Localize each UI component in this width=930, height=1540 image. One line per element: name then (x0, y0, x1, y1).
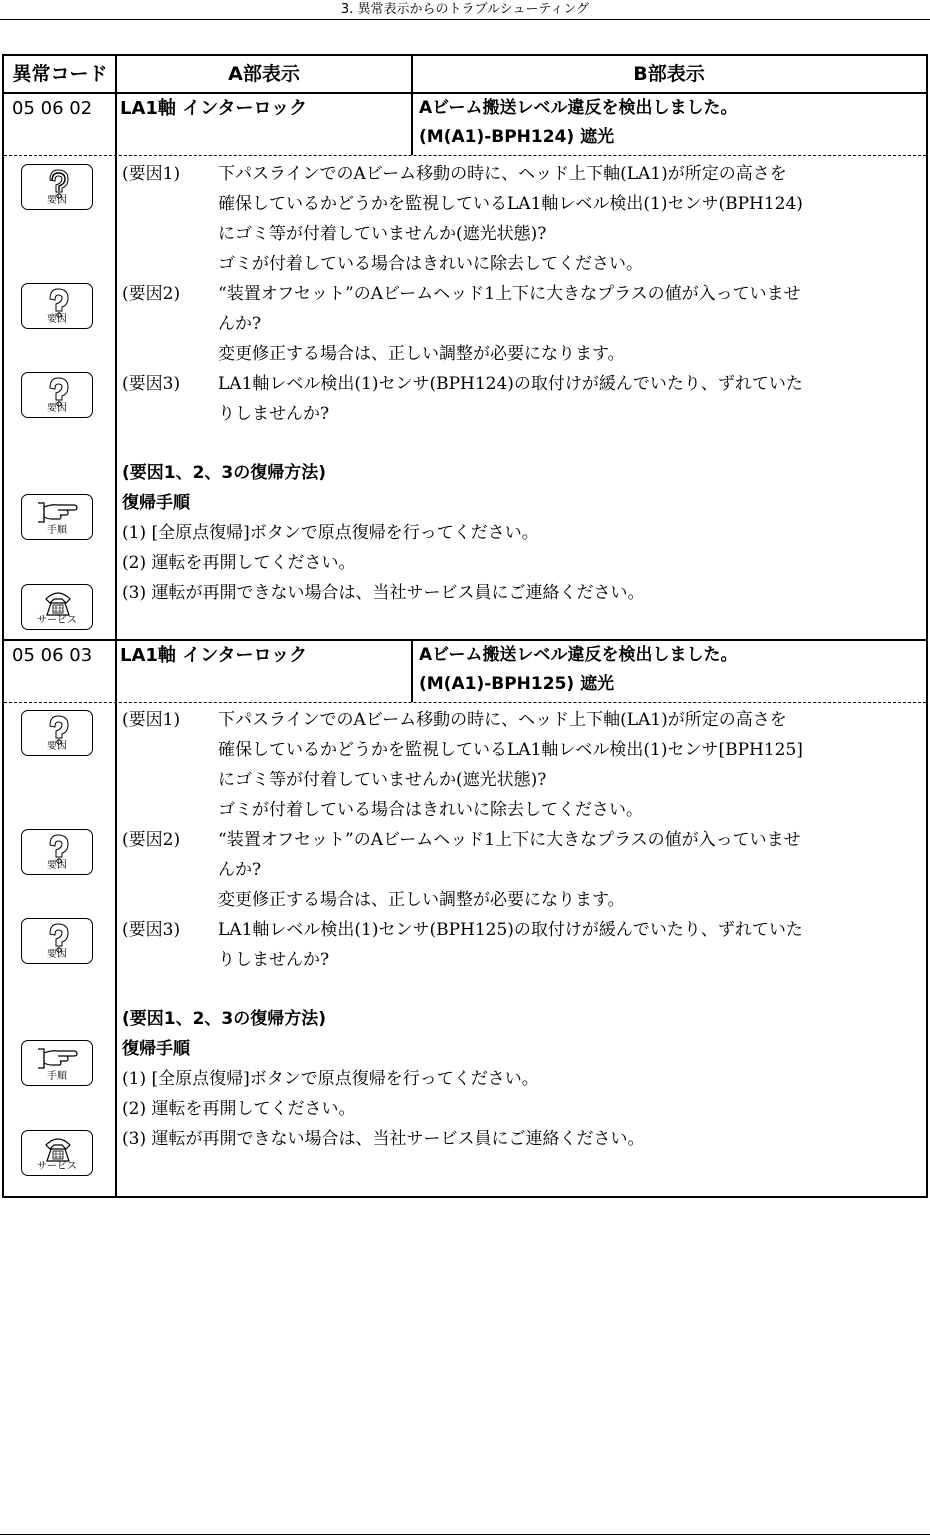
cause-icon (21, 164, 93, 210)
service-phone-icon (21, 1130, 93, 1176)
procedure-step3: (3) 運転が再開できない場合は、当社サービス員にご連絡ください。 (122, 1129, 645, 1149)
b-display-line2: (M(A1)-BPH125) 遮光 (419, 674, 615, 694)
procedure-title: 復帰手順 (122, 1039, 190, 1059)
procedure-step3: (3) 運転が再開できない場合は、当社サービス員にご連絡ください。 (122, 583, 645, 603)
cause1-line1: 下パスラインでのAビーム移動の時に、ヘッド上下軸(LA1)が所定の高さを (218, 710, 787, 730)
cause3-label: (要因3) (122, 374, 181, 394)
cause-icon (21, 918, 93, 964)
recovery-title: (要因1、2、3の復帰方法) (122, 463, 327, 483)
cause1-line4: ゴミが付着している場合はきれいに除去してください。 (218, 800, 643, 820)
cause-icon-caption: 要因 (47, 314, 67, 325)
entry-divider (4, 702, 926, 703)
col-divider-2a (411, 56, 413, 92)
service-phone-icon (21, 584, 93, 630)
cause2-line3: 変更修正する場合は、正しい調整が必要になります。 (218, 890, 625, 910)
cause3-line1: LA1軸レベル検出(1)センサ(BPH125)の取付けが緩んでいたり、ずれていた (218, 920, 803, 940)
procedure-step1: (1) [全原点復帰]ボタンで原点復帰を行ってください。 (122, 523, 539, 543)
col-divider-1 (115, 56, 117, 1196)
page-header-title: 3. 異常表示からのトラブルシューティング (340, 2, 590, 17)
entry-divider (4, 155, 926, 156)
col-header-code: 異常コード (12, 63, 108, 85)
cause2-line3: 変更修正する場合は、正しい調整が必要になります。 (218, 344, 625, 364)
cause1-line1: 下パスラインでのAビーム移動の時に、ヘッド上下軸(LA1)が所定の高さを (218, 164, 787, 184)
error-code: 05 06 03 (12, 645, 93, 666)
cause2-label: (要因2) (122, 830, 181, 850)
cause2-line2: んか? (218, 860, 262, 880)
header-rule (0, 19, 930, 20)
cause-icon (21, 829, 93, 875)
service-icon-caption: サービス (37, 1161, 77, 1172)
procedure-icon (21, 1040, 93, 1086)
col-header-a: A部表示 (228, 63, 300, 85)
cause1-line4: ゴミが付着している場合はきれいに除去してください。 (218, 254, 643, 274)
cause1-line3: にゴミ等が付着していませんか(遮光状態)? (218, 770, 547, 790)
footer-rule (0, 1534, 930, 1535)
cause1-line2: 確保しているかどうかを監視しているLA1軸レベル検出(1)センサ(BPH124) (218, 194, 803, 214)
cause1-line2: 確保しているかどうかを監視しているLA1軸レベル検出(1)センサ[BPH125] (218, 740, 803, 760)
procedure-step2: (2) 運転を再開してください。 (122, 1099, 356, 1119)
cause3-line2: りしませんか? (218, 404, 330, 424)
procedure-step1: (1) [全原点復帰]ボタンで原点復帰を行ってください。 (122, 1069, 539, 1089)
procedure-icon-caption: 手順 (47, 525, 67, 536)
cause3-label: (要因3) (122, 920, 181, 940)
recovery-title: (要因1、2、3の復帰方法) (122, 1009, 327, 1029)
cause2-line2: んか? (218, 314, 262, 334)
cause3-line2: りしませんか? (218, 950, 330, 970)
error-code: 05 06 02 (12, 98, 93, 119)
a-display-text: LA1軸 インターロック (120, 98, 308, 119)
col-header-b: B部表示 (633, 63, 705, 85)
procedure-step2: (2) 運転を再開してください。 (122, 553, 356, 573)
b-display-line1: Aビーム搬送レベル違反を検出しました。 (419, 645, 738, 665)
cause-icon-caption: 要因 (47, 403, 67, 414)
a-display-text: LA1軸 インターロック (120, 645, 308, 666)
cause2-line1: “装置オフセット”のAビームヘッド1上下に大きなプラスの値が入っていませ (218, 830, 801, 850)
cause-icon-caption: 要因 (47, 195, 67, 206)
cause2-label: (要因2) (122, 284, 181, 304)
cause-icon-caption: 要因 (47, 860, 67, 871)
cause-icon-caption: 要因 (47, 741, 67, 752)
cause-icon (21, 283, 93, 329)
procedure-icon (21, 494, 93, 540)
cause1-line3: にゴミ等が付着していませんか(遮光状態)? (218, 224, 547, 244)
cause2-line1: “装置オフセット”のAビームヘッド1上下に大きなプラスの値が入っていませ (218, 284, 801, 304)
cause-icon-caption: 要因 (47, 949, 67, 960)
b-display-line1: Aビーム搬送レベル違反を検出しました。 (419, 98, 738, 118)
b-display-line2: (M(A1)-BPH124) 遮光 (419, 127, 615, 147)
procedure-icon-caption: 手順 (47, 1071, 67, 1082)
cause1-label: (要因1) (122, 710, 181, 730)
cause-icon (21, 372, 93, 418)
error-code-table (2, 54, 928, 1198)
service-icon-caption: サービス (37, 615, 77, 626)
procedure-title: 復帰手順 (122, 493, 190, 513)
cause-icon (21, 710, 93, 756)
cause1-label: (要因1) (122, 164, 181, 184)
cause3-line1: LA1軸レベル検出(1)センサ(BPH124)の取付けが緩んでいたり、ずれていた (218, 374, 803, 394)
